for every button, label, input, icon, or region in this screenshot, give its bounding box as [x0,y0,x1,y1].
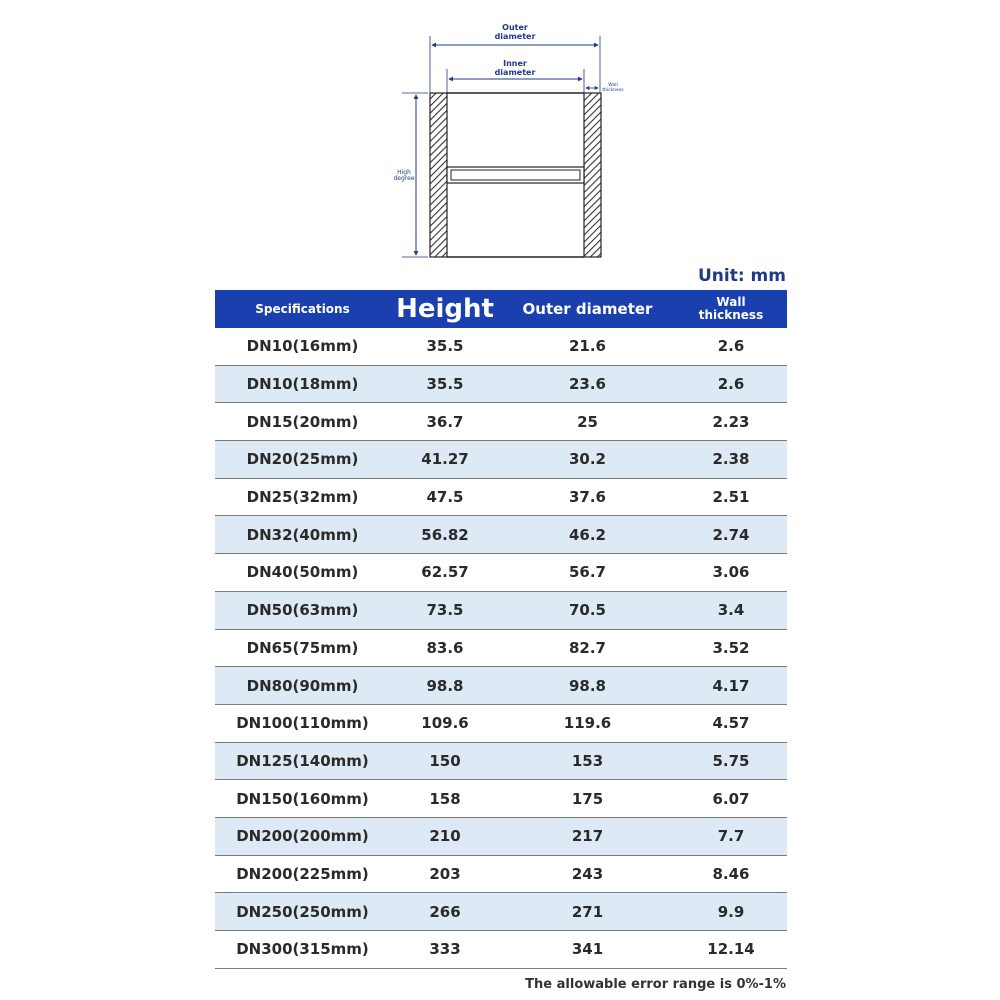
cell-height: 203 [390,855,500,893]
cell-outer-diameter: 25 [500,403,675,441]
inner-diameter-label-2: diameter [494,68,536,77]
left-wall [430,93,447,257]
cell-outer-diameter: 30.2 [500,441,675,479]
cell-wall-thickness: 8.46 [675,855,787,893]
cell-outer-diameter: 341 [500,931,675,969]
cell-height: 266 [390,893,500,931]
header-wall-thickness [675,290,787,328]
table-row [215,516,787,554]
table-header-row [215,290,787,328]
cell-wall-thickness: 4.17 [675,667,787,705]
cell-outer-diameter: 46.2 [500,516,675,554]
cell-specification: DN300(315mm) [215,931,390,969]
cell-height: 150 [390,742,500,780]
cell-wall-thickness: 2.6 [675,328,787,365]
table-row [215,365,787,403]
cell-specification: DN125(140mm) [215,742,390,780]
cell-outer-diameter: 56.7 [500,554,675,592]
cell-height: 333 [390,931,500,969]
cell-wall-thickness: 2.6 [675,365,787,403]
cell-wall-thickness: 2.23 [675,403,787,441]
cell-wall-thickness: 7.7 [675,817,787,855]
table-row [215,704,787,742]
cell-outer-diameter: 70.5 [500,591,675,629]
cell-specification: DN50(63mm) [215,591,390,629]
cell-outer-diameter: 119.6 [500,704,675,742]
cell-outer-diameter: 98.8 [500,667,675,705]
cell-specification: DN15(20mm) [215,403,390,441]
table-row [215,667,787,705]
pipe-fitting-diagram [380,14,640,264]
cell-specification: DN32(40mm) [215,516,390,554]
cell-specification: DN25(32mm) [215,478,390,516]
cell-specification: DN200(225mm) [215,855,390,893]
table-row [215,478,787,516]
header-outer-diameter: Outer diameter [500,290,675,328]
cell-wall-thickness: 9.9 [675,893,787,931]
table-row [215,780,787,818]
table-row [215,931,787,969]
cell-specification: DN150(160mm) [215,780,390,818]
error-range-note: The allowable error range is 0%-1% [525,977,786,992]
cell-wall-thickness: 2.51 [675,478,787,516]
cell-height: 56.82 [390,516,500,554]
header-specifications: Specifications [215,290,390,328]
cell-outer-diameter: 271 [500,893,675,931]
cell-outer-diameter: 153 [500,742,675,780]
center-stop-inner [451,170,580,180]
unit-label: Unit: mm [697,266,786,286]
cell-outer-diameter: 243 [500,855,675,893]
header-wall-line2: thickness [698,308,764,322]
table-row [215,591,787,629]
table-row [215,855,787,893]
cell-wall-thickness: 2.74 [675,516,787,554]
cell-specification: DN200(200mm) [215,817,390,855]
height-label-1: High [397,169,411,176]
cell-wall-thickness: 5.75 [675,742,787,780]
table-body [215,328,787,968]
height-label-2: degree [393,175,415,182]
cell-height: 158 [390,780,500,818]
cell-specification: DN250(250mm) [215,893,390,931]
wall-thickness-label-1: Wall [608,83,618,88]
cell-outer-diameter: 82.7 [500,629,675,667]
cell-height: 73.5 [390,591,500,629]
wall-thickness-label-2: thickness [602,88,624,93]
header-wall-line1: Wall [716,295,746,309]
cell-height: 41.27 [390,441,500,479]
specification-table [215,290,787,969]
table-row [215,817,787,855]
table-row [215,403,787,441]
cell-specification: DN80(90mm) [215,667,390,705]
table-row [215,629,787,667]
cell-outer-diameter: 23.6 [500,365,675,403]
cell-outer-diameter: 37.6 [500,478,675,516]
table-row [215,554,787,592]
table-row [215,742,787,780]
cell-height: 36.7 [390,403,500,441]
cell-wall-thickness: 3.52 [675,629,787,667]
cell-specification: DN10(16mm) [215,328,390,365]
outer-diameter-label-1: Outer [502,23,528,32]
right-wall [584,93,601,257]
cell-outer-diameter: 217 [500,817,675,855]
cell-wall-thickness: 3.4 [675,591,787,629]
cell-specification: DN40(50mm) [215,554,390,592]
cell-specification: DN20(25mm) [215,441,390,479]
cell-height: 109.6 [390,704,500,742]
cell-height: 47.5 [390,478,500,516]
cell-specification: DN65(75mm) [215,629,390,667]
cell-wall-thickness: 3.06 [675,554,787,592]
cell-height: 83.6 [390,629,500,667]
table-row [215,441,787,479]
cell-height: 62.57 [390,554,500,592]
cell-specification: DN100(110mm) [215,704,390,742]
cell-height: 210 [390,817,500,855]
header-height: Height [390,290,500,328]
cell-specification: DN10(18mm) [215,365,390,403]
cell-wall-thickness: 6.07 [675,780,787,818]
table-row [215,893,787,931]
cell-wall-thickness: 4.57 [675,704,787,742]
outer-diameter-label-2: diameter [494,32,536,41]
inner-diameter-label-1: Inner [503,59,527,68]
table-row [215,328,787,365]
cell-height: 35.5 [390,365,500,403]
cell-outer-diameter: 175 [500,780,675,818]
cell-height: 98.8 [390,667,500,705]
cell-wall-thickness: 2.38 [675,441,787,479]
cell-outer-diameter: 21.6 [500,328,675,365]
cell-height: 35.5 [390,328,500,365]
cell-wall-thickness: 12.14 [675,931,787,969]
